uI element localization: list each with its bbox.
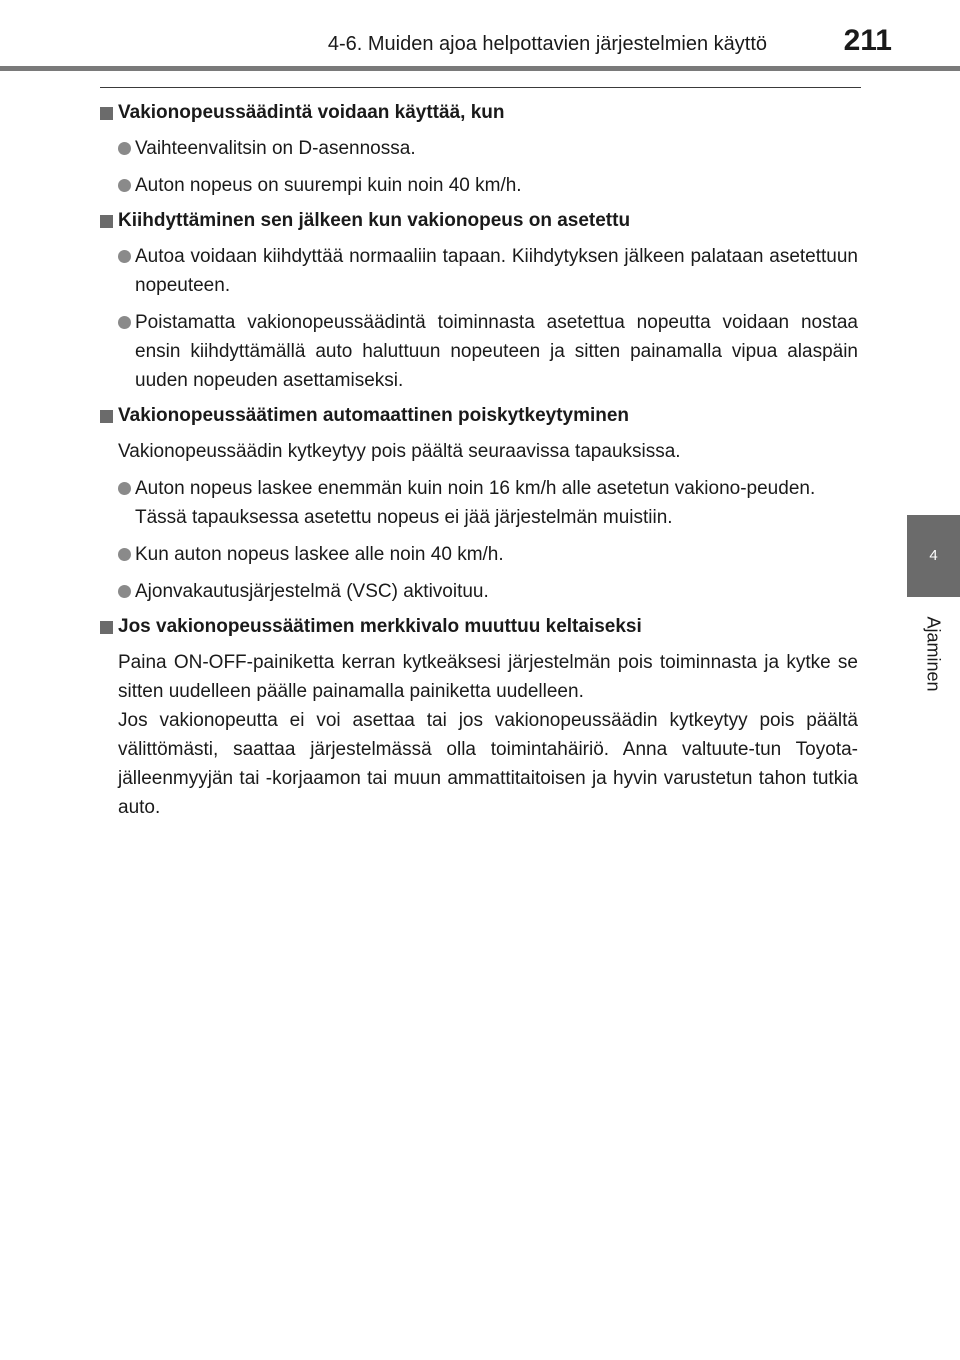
list-item-text: Auton nopeus laskee enemmän kuin noin 16 km/h alle asetetun vakiono-peuden. [135, 478, 816, 499]
list-item [118, 134, 858, 163]
section-heading-text: Vakionopeussäädintä voidaan käyttää, kun [118, 102, 505, 123]
square-bullet-icon [100, 215, 113, 228]
chapter-tab-number: 4 [929, 547, 938, 564]
circle-bullet-icon [118, 142, 131, 155]
page-content [100, 100, 858, 830]
square-bullet-icon [100, 410, 113, 423]
section-availability [100, 100, 858, 200]
list-item [118, 308, 858, 395]
paragraph: Paina ON-OFF-painiketta kerran kytkeäksesi järjestelmän pois toiminnasta ja kytke se sitten uudelleen päälle painamalla painiketta uudelleen. [118, 652, 858, 702]
section-heading [100, 403, 858, 429]
list-item [118, 242, 858, 300]
section-indicator-yellow [100, 614, 858, 822]
section-intro: Vakionopeussäädin kytkeytyy pois päältä seuraavissa tapauksissa. [118, 441, 681, 462]
list-item-text: Poistamatta vakionopeussäädintä toiminnasta asetettua nopeutta voidaan nostaa ensin kiihdyttämällä auto haluttuun nopeuteen ja sitten painamalla vipua alaspäin uuden nopeuden asettamiseksi. [135, 312, 858, 391]
circle-bullet-icon [118, 316, 131, 329]
header-rule [0, 66, 960, 71]
list-item-text: Autoa voidaan kiihdyttää normaaliin tapaan. Kiihdytyksen jälkeen palataan asetettuun nopeuteen. [135, 246, 858, 296]
paragraph: Jos vakionopeutta ei voi asettaa tai jos vakionopeussäädin kytkeytyy pois päältä välittömästi, saattaa järjestelmässä olla toimintahäiriö. Anna valtuute-tun Toyota-jälleenmyyjän tai -korjaamon tai muun ammattitaitoisen ja hyvin varustetun tahon tutkia auto. [118, 710, 858, 818]
page-header [0, 0, 960, 72]
chapter-label: Ajaminen [923, 616, 944, 692]
section-heading [100, 208, 858, 234]
circle-bullet-icon [118, 250, 131, 263]
list-item-text: Vaihteenvalitsin on D-asennossa. [135, 138, 416, 159]
content-divider [100, 87, 861, 88]
section-heading [100, 614, 858, 640]
section-heading-text: Vakionopeussäätimen automaattinen poiskytkeytyminen [118, 405, 630, 426]
section-heading-text: Kiihdyttäminen sen jälkeen kun vakionopeus on asetettu [118, 210, 631, 231]
section-heading-text: Jos vakionopeussäätimen merkkivalo muuttuu keltaiseksi [118, 616, 642, 637]
list-item-text: Auton nopeus on suurempi kuin noin 40 km/h. [135, 175, 522, 196]
circle-bullet-icon [118, 179, 131, 192]
header-title: 4-6. Muiden ajoa helpottavien järjestelmien käyttö [327, 33, 767, 55]
square-bullet-icon [100, 621, 113, 634]
list-item [118, 577, 858, 606]
list-item-text: Ajonvakautusjärjestelmä (VSC) aktivoituu. [135, 581, 489, 602]
page-number: 211 [843, 24, 892, 57]
list-item-note: Tässä tapauksessa asetettu nopeus ei jää järjestelmän muistiin. [135, 507, 673, 528]
section-heading [100, 100, 858, 126]
section-auto-cancel [100, 403, 858, 606]
chapter-tab[interactable] [907, 515, 960, 597]
circle-bullet-icon [118, 548, 131, 561]
list-item [118, 474, 858, 532]
square-bullet-icon [100, 107, 113, 120]
section-acceleration [100, 208, 858, 395]
circle-bullet-icon [118, 482, 131, 495]
circle-bullet-icon [118, 585, 131, 598]
list-item [118, 171, 858, 200]
list-item-text: Kun auton nopeus laskee alle noin 40 km/h. [135, 544, 504, 565]
list-item [118, 540, 858, 569]
